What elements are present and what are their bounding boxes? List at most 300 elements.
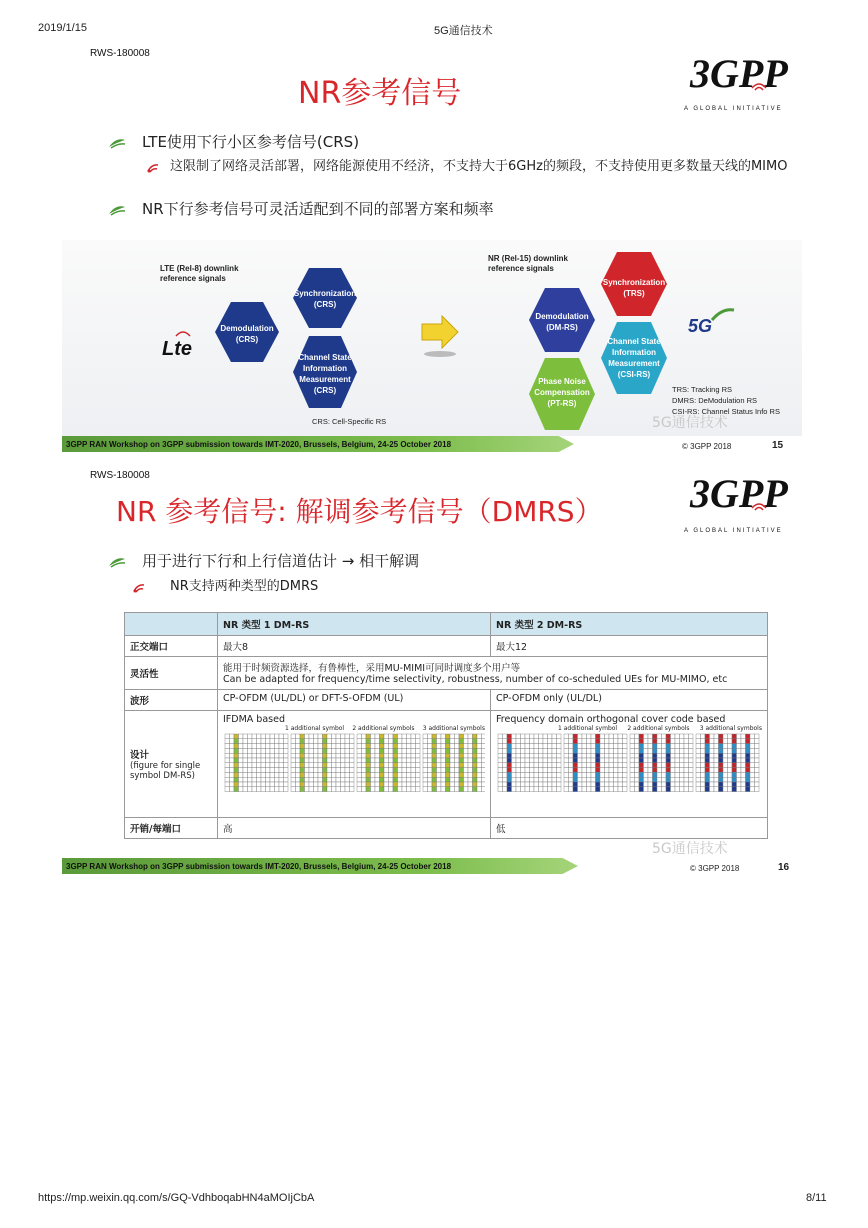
grid-cell bbox=[309, 739, 314, 744]
grid-cell bbox=[714, 748, 719, 753]
grid-cell bbox=[675, 777, 680, 782]
grid-cell bbox=[507, 753, 512, 758]
grid-cell bbox=[446, 763, 451, 768]
grid-cell bbox=[521, 777, 526, 782]
grid-cell bbox=[248, 787, 253, 792]
grid-cell bbox=[503, 777, 508, 782]
row-sublabel: (figure for single bbox=[130, 761, 201, 771]
grid-cell bbox=[750, 777, 755, 782]
grid-cell bbox=[503, 772, 508, 777]
grid-cell bbox=[366, 748, 371, 753]
grid-cell bbox=[336, 748, 341, 753]
grid-cell bbox=[318, 748, 323, 753]
grid-cell bbox=[252, 772, 257, 777]
hex-label: Synchronization bbox=[293, 289, 357, 298]
grid-cell bbox=[732, 787, 737, 792]
grid-cell bbox=[305, 787, 310, 792]
grid-cell bbox=[557, 758, 562, 763]
grid-cell bbox=[428, 758, 433, 763]
grid-cell bbox=[252, 744, 257, 749]
grid-cell bbox=[243, 787, 248, 792]
grid-cell bbox=[455, 782, 460, 787]
grid-cell bbox=[534, 739, 539, 744]
grid-cell bbox=[275, 758, 280, 763]
grid-cell bbox=[503, 787, 508, 792]
grid-cell bbox=[675, 782, 680, 787]
grid-cell bbox=[719, 744, 724, 749]
grid-cell bbox=[477, 772, 482, 777]
grid-cell bbox=[327, 758, 332, 763]
grid-cell bbox=[327, 753, 332, 758]
grid-cell bbox=[350, 787, 355, 792]
grid-cell bbox=[389, 782, 394, 787]
grid-cell bbox=[689, 734, 694, 739]
grid-cell bbox=[239, 748, 244, 753]
grid-cell bbox=[428, 777, 433, 782]
grid-cell bbox=[732, 744, 737, 749]
grid-cell bbox=[675, 787, 680, 792]
grid-cell bbox=[300, 787, 305, 792]
grid-cell bbox=[380, 753, 385, 758]
grid-cell bbox=[473, 734, 478, 739]
grid-cell bbox=[630, 768, 635, 773]
grid-cell bbox=[653, 753, 658, 758]
grid-cell bbox=[384, 744, 389, 749]
grid-cell bbox=[701, 777, 706, 782]
grid-cell bbox=[630, 777, 635, 782]
grid-cell bbox=[407, 768, 412, 773]
grid-cell bbox=[384, 739, 389, 744]
grid-cell bbox=[600, 739, 605, 744]
slide-title: NR 参考信号: 解调参考信号（DMRS） bbox=[116, 495, 603, 528]
grid-cell bbox=[732, 782, 737, 787]
grid-cell bbox=[446, 782, 451, 787]
grid-cell bbox=[671, 782, 676, 787]
grid-cell bbox=[732, 758, 737, 763]
grid-cell bbox=[573, 739, 578, 744]
grid-cell bbox=[543, 768, 548, 773]
grid-cell bbox=[371, 777, 376, 782]
grid-cell bbox=[234, 739, 239, 744]
grid-cell bbox=[701, 744, 706, 749]
grid-cell bbox=[314, 782, 319, 787]
grid-cell bbox=[411, 739, 416, 744]
grid-cell bbox=[450, 739, 455, 744]
grid-cell bbox=[539, 739, 544, 744]
grid-cell bbox=[564, 782, 569, 787]
grid-cell bbox=[252, 753, 257, 758]
grid-cell bbox=[398, 777, 403, 782]
grid-cell bbox=[350, 763, 355, 768]
grid-cell bbox=[605, 753, 610, 758]
grid-cell bbox=[684, 768, 689, 773]
grid-cell bbox=[728, 763, 733, 768]
grid-cell bbox=[234, 734, 239, 739]
grid-cell bbox=[701, 763, 706, 768]
grid-cell bbox=[530, 768, 535, 773]
grid-cell bbox=[305, 734, 310, 739]
grid-cell bbox=[512, 753, 517, 758]
grid-cell bbox=[648, 758, 653, 763]
grid-cell bbox=[587, 744, 592, 749]
grid-cell bbox=[464, 787, 469, 792]
grid-cell bbox=[737, 734, 742, 739]
grid-cell bbox=[323, 768, 328, 773]
grid-cell bbox=[239, 768, 244, 773]
leaf-bullet-icon bbox=[108, 204, 126, 216]
grid-cell bbox=[402, 739, 407, 744]
print-page-count: 8/11 bbox=[806, 1192, 827, 1204]
grid-cell bbox=[371, 758, 376, 763]
grid-cell bbox=[279, 758, 284, 763]
grid-cell bbox=[305, 768, 310, 773]
row-label-cell bbox=[125, 711, 218, 818]
grid-cell bbox=[696, 758, 701, 763]
grid-cell bbox=[384, 734, 389, 739]
grid-cell bbox=[402, 777, 407, 782]
grid-cell bbox=[309, 782, 314, 787]
type1-design-cell bbox=[218, 711, 491, 818]
grid-cell bbox=[437, 753, 442, 758]
grid-cell bbox=[323, 753, 328, 758]
grid-cell bbox=[582, 744, 587, 749]
grid-cell bbox=[564, 744, 569, 749]
table-header-row bbox=[125, 613, 768, 636]
grid-cell bbox=[468, 777, 473, 782]
grid-cell bbox=[525, 777, 530, 782]
grid-cell bbox=[314, 772, 319, 777]
grid-cell bbox=[680, 768, 685, 773]
grid-cell bbox=[257, 753, 262, 758]
grid-cell bbox=[291, 744, 296, 749]
grid-cell bbox=[548, 768, 553, 773]
grid-cell bbox=[428, 734, 433, 739]
grid-cell bbox=[689, 777, 694, 782]
grid-cell bbox=[234, 787, 239, 792]
grid-cell bbox=[596, 748, 601, 753]
grid-cell bbox=[600, 744, 605, 749]
grid-cell bbox=[266, 782, 271, 787]
grid-cell bbox=[423, 768, 428, 773]
grid-cell bbox=[662, 758, 667, 763]
grid-cell bbox=[432, 744, 437, 749]
grid-cell bbox=[407, 739, 412, 744]
grid-cell bbox=[468, 748, 473, 753]
grid-cell bbox=[350, 772, 355, 777]
grid-cell bbox=[623, 787, 628, 792]
grid-cell bbox=[341, 777, 346, 782]
grid-cell bbox=[423, 772, 428, 777]
grid-cell bbox=[459, 734, 464, 739]
grid-cell bbox=[332, 782, 337, 787]
grid-cell bbox=[432, 782, 437, 787]
grid-cell bbox=[225, 768, 230, 773]
grid-cell bbox=[393, 787, 398, 792]
grid-cell bbox=[675, 748, 680, 753]
grid-cell bbox=[684, 753, 689, 758]
grid-cell bbox=[266, 734, 271, 739]
grid-cell bbox=[657, 744, 662, 749]
grid-cell bbox=[623, 734, 628, 739]
grid-cell bbox=[300, 772, 305, 777]
grid-cell bbox=[746, 787, 751, 792]
grid-cell bbox=[291, 772, 296, 777]
watermark: 5G通信技术 bbox=[652, 841, 728, 857]
legend-item: DMRS: DeModulation RS bbox=[672, 396, 758, 405]
grid-cell bbox=[569, 787, 574, 792]
grid-cell bbox=[746, 777, 751, 782]
grid-cell bbox=[332, 768, 337, 773]
cell-line: 能用于时频资源选择，有鲁棒性，采用MU-MIMI可同时调度多个用户等 bbox=[223, 663, 521, 674]
grid-cell bbox=[530, 777, 535, 782]
grid-cell bbox=[630, 782, 635, 787]
grid-cell bbox=[534, 763, 539, 768]
grid-cell bbox=[648, 777, 653, 782]
hex-label: Synchronization bbox=[602, 278, 666, 287]
grid-cell bbox=[521, 739, 526, 744]
grid-cell bbox=[701, 739, 706, 744]
grid-cell bbox=[473, 739, 478, 744]
grid-cell bbox=[701, 787, 706, 792]
grid-cell bbox=[696, 782, 701, 787]
grid-cell bbox=[723, 768, 728, 773]
grid-cell bbox=[407, 787, 412, 792]
slide-title: NR参考信号 bbox=[298, 76, 462, 111]
lte-hex-csi bbox=[293, 336, 357, 408]
grid-cell bbox=[644, 768, 649, 773]
grid-cell bbox=[266, 777, 271, 782]
grid-cell bbox=[230, 739, 235, 744]
grid-cell bbox=[345, 734, 350, 739]
grid-cell bbox=[314, 768, 319, 773]
grid-cell bbox=[605, 768, 610, 773]
page-url[interactable]: https://mp.weixin.qq.com/s/GQ-VdhboqabHN4aMOIjCbA bbox=[38, 1192, 315, 1204]
grid-cell bbox=[705, 777, 710, 782]
grid-cell bbox=[534, 768, 539, 773]
grid-cell bbox=[318, 739, 323, 744]
dmrs-table bbox=[124, 612, 768, 839]
cell-line: Frequency domain orthogonal cover code based bbox=[496, 714, 726, 725]
grid-cell bbox=[539, 787, 544, 792]
grid-cell bbox=[230, 753, 235, 758]
grid-cell bbox=[357, 753, 362, 758]
grid-cell bbox=[384, 748, 389, 753]
grid-cell bbox=[402, 787, 407, 792]
grid-cell bbox=[284, 734, 289, 739]
grid-cell bbox=[623, 739, 628, 744]
grid-cell bbox=[437, 758, 442, 763]
grid-cell bbox=[719, 758, 724, 763]
grid-cell bbox=[582, 763, 587, 768]
grid-cell bbox=[623, 782, 628, 787]
grid-cell bbox=[450, 758, 455, 763]
grid-cell bbox=[675, 734, 680, 739]
grid-cell bbox=[653, 787, 658, 792]
grid-cell bbox=[737, 782, 742, 787]
grid-cell bbox=[323, 758, 328, 763]
grid-cell bbox=[710, 768, 715, 773]
grid-cell bbox=[225, 739, 230, 744]
grid-cell bbox=[366, 763, 371, 768]
grid-cell bbox=[257, 772, 262, 777]
grid-cell bbox=[275, 782, 280, 787]
grid-cell bbox=[609, 734, 614, 739]
nr-hex-demod bbox=[529, 288, 595, 352]
grid-cell bbox=[468, 782, 473, 787]
grid-cell bbox=[362, 744, 367, 749]
grid-cell bbox=[437, 787, 442, 792]
grid-cell bbox=[689, 782, 694, 787]
bullet-text: LTE使用下行小区参考信号(CRS) bbox=[142, 133, 360, 151]
grid-cell bbox=[252, 734, 257, 739]
grid-cell bbox=[507, 744, 512, 749]
grid-cell bbox=[473, 787, 478, 792]
grid-cell bbox=[230, 748, 235, 753]
arrow-right-icon bbox=[420, 314, 460, 360]
grid-cell bbox=[284, 777, 289, 782]
grid-cell bbox=[696, 768, 701, 773]
grid-cell bbox=[548, 734, 553, 739]
grid-cell bbox=[450, 768, 455, 773]
grid-cell bbox=[398, 782, 403, 787]
grid-cell bbox=[587, 753, 592, 758]
grid-cell bbox=[644, 739, 649, 744]
grid-cell bbox=[552, 739, 557, 744]
grid-cell bbox=[332, 744, 337, 749]
grid-cell bbox=[234, 768, 239, 773]
grid-cell bbox=[737, 768, 742, 773]
grid-cell bbox=[411, 787, 416, 792]
grid-cell bbox=[591, 772, 596, 777]
grid-cell bbox=[648, 768, 653, 773]
lte-heading-line: reference signals bbox=[160, 274, 226, 283]
grid-cell bbox=[573, 744, 578, 749]
grid-cell bbox=[578, 772, 583, 777]
grid-cell bbox=[305, 782, 310, 787]
grid-cell bbox=[635, 739, 640, 744]
hex-label: Demodulation bbox=[535, 312, 589, 321]
grid-cell bbox=[261, 777, 266, 782]
grid-cell bbox=[384, 782, 389, 787]
grid-cell bbox=[507, 758, 512, 763]
bullet-text: 这限制了网络灵活部署，网络能源使用不经济，不支持大于6GHz的频段，不支持使用更多数量天线的MIMO bbox=[170, 159, 788, 174]
grid-cell bbox=[666, 753, 671, 758]
grid-cell bbox=[596, 787, 601, 792]
grid-cell bbox=[618, 734, 623, 739]
grid-cell bbox=[578, 768, 583, 773]
grid-cell bbox=[719, 753, 724, 758]
grid-cell bbox=[653, 758, 658, 763]
grid-cell bbox=[270, 758, 275, 763]
grid-cell bbox=[398, 768, 403, 773]
grid-cell bbox=[600, 758, 605, 763]
grid-cell bbox=[252, 763, 257, 768]
grid-cell bbox=[552, 753, 557, 758]
grid-cell bbox=[662, 763, 667, 768]
grid-cell bbox=[530, 758, 535, 763]
grid-cell bbox=[680, 739, 685, 744]
grid-cell bbox=[275, 772, 280, 777]
grid-cell bbox=[327, 772, 332, 777]
grid-cell bbox=[623, 772, 628, 777]
nr-heading-line: reference signals bbox=[488, 264, 554, 273]
grid-cell bbox=[371, 739, 376, 744]
grid-cell bbox=[428, 748, 433, 753]
grid-cell bbox=[512, 787, 517, 792]
grid-cell bbox=[710, 748, 715, 753]
grid-cell bbox=[648, 739, 653, 744]
grid-cell bbox=[296, 758, 301, 763]
grid-cell bbox=[671, 758, 676, 763]
grid-cell bbox=[375, 744, 380, 749]
grid-cell bbox=[239, 734, 244, 739]
grid-cell bbox=[371, 744, 376, 749]
grid-cell bbox=[587, 782, 592, 787]
grid-cell bbox=[639, 768, 644, 773]
grid-cell bbox=[609, 748, 614, 753]
grid-cell bbox=[305, 758, 310, 763]
grid-cell bbox=[728, 782, 733, 787]
grid-cell bbox=[618, 777, 623, 782]
grid-cell bbox=[284, 753, 289, 758]
grid-cell bbox=[327, 739, 332, 744]
grid-cell bbox=[723, 753, 728, 758]
grid-cell bbox=[596, 744, 601, 749]
grid-cell bbox=[239, 744, 244, 749]
grid-cell bbox=[696, 777, 701, 782]
grid-cell bbox=[732, 763, 737, 768]
grid-cell bbox=[666, 734, 671, 739]
grid-cell bbox=[741, 744, 746, 749]
grid-cell bbox=[732, 739, 737, 744]
grid-cell bbox=[710, 777, 715, 782]
grid-cell bbox=[503, 758, 508, 763]
grid-cell bbox=[600, 734, 605, 739]
grid-cell bbox=[464, 748, 469, 753]
grid-cell bbox=[755, 782, 760, 787]
grid-cell bbox=[548, 748, 553, 753]
grid-cell bbox=[741, 758, 746, 763]
grid-cell bbox=[705, 739, 710, 744]
grid-cell bbox=[723, 782, 728, 787]
grid-cell bbox=[573, 772, 578, 777]
grid-cell bbox=[719, 763, 724, 768]
grid-cell bbox=[398, 772, 403, 777]
grid-cell bbox=[336, 782, 341, 787]
grid-cell bbox=[357, 744, 362, 749]
3gpp-logo-mark: 3GPP bbox=[690, 471, 788, 516]
grid-cell bbox=[578, 739, 583, 744]
grid-cell bbox=[257, 777, 262, 782]
signal-waves-icon bbox=[750, 78, 768, 92]
grid-cell bbox=[441, 748, 446, 753]
grid-cell bbox=[564, 777, 569, 782]
grid-cell bbox=[398, 744, 403, 749]
grid-cell bbox=[618, 744, 623, 749]
grid-cell bbox=[477, 748, 482, 753]
grid-cell bbox=[309, 787, 314, 792]
grid-cell bbox=[309, 753, 314, 758]
grid-cell bbox=[314, 753, 319, 758]
grid-cell bbox=[341, 744, 346, 749]
grid-cell bbox=[648, 763, 653, 768]
grid-cell bbox=[539, 782, 544, 787]
grid-cell bbox=[644, 734, 649, 739]
legend-item: TRS: Tracking RS bbox=[672, 385, 733, 394]
grid-cell bbox=[341, 787, 346, 792]
grid-cell bbox=[564, 748, 569, 753]
cell-line: IFDMA based bbox=[223, 714, 285, 725]
